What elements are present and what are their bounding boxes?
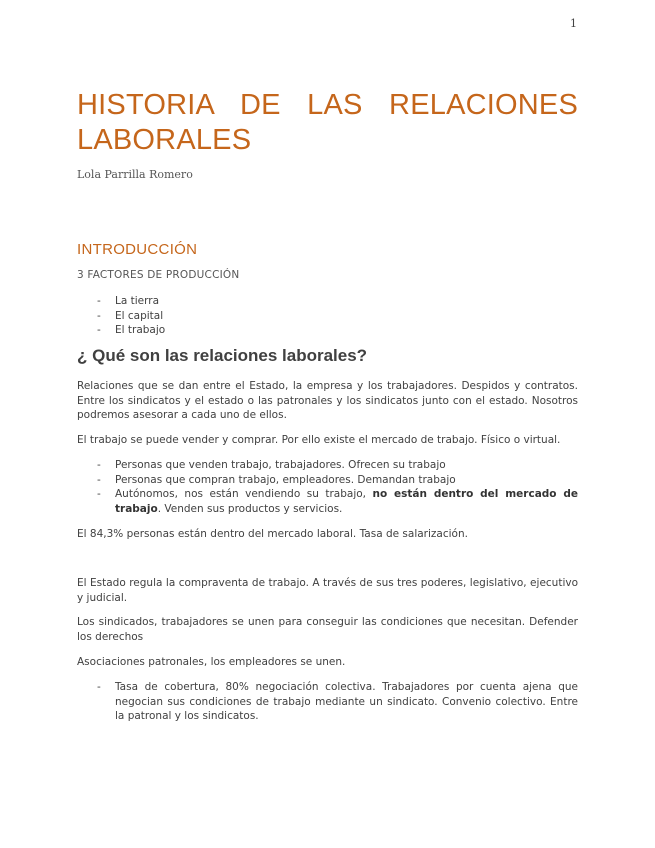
coverage-list-block [77, 680, 578, 724]
list-item-text: Tasa de cobertura, 80% negociación colectiva. Trabajadores por cuenta ajena que negocian sus condiciones de trabajo mediante un sindicato. Convenio colectivo. Entre la patronal y los sindicatos. [115, 681, 578, 723]
list-item-text: Autónomos, nos están vendiendo su trabajo, [115, 488, 373, 501]
list-item-text: La tierra [115, 295, 159, 307]
dash-bullet: - [97, 488, 101, 501]
body-block-1 [77, 379, 578, 423]
body-block-3 [77, 527, 578, 542]
dash-bullet: - [97, 309, 101, 322]
list-item [77, 473, 578, 488]
market-list [77, 458, 578, 517]
list-item [77, 458, 578, 473]
list-item-text: Personas que venden trabajo, trabajadores. Ofrecen su trabajo [115, 459, 446, 471]
body-block-5 [77, 615, 578, 644]
bold-text: no están dentro del mercado de trabajo [115, 488, 578, 516]
list-item [77, 487, 578, 516]
paragraph: Asociaciones patronales, los empleadores se unen. [77, 656, 346, 668]
list-item [77, 680, 578, 724]
list-item-text: El capital [115, 309, 164, 322]
dash-bullet: - [97, 473, 101, 486]
document-title: HISTORIA DE LAS RELACIONES LABORALES [77, 89, 578, 156]
dash-bullet: - [97, 295, 101, 307]
section-heading: INTRODUCCIÓN [77, 241, 198, 258]
paragraph: Relaciones que se dan entre el Estado, la empresa y los trabajadores. Despidos y contratos. Entre los sindicatos y el estado o las patronales y los sindicatos junto con el estado. Nosotros podremos asesorar a cada uno de ellos. [77, 380, 578, 422]
market-list-block [77, 458, 578, 517]
page-number: 1 [570, 17, 577, 30]
paragraph: El 84,3% personas están dentro del mercado laboral. Tasa de salarización. [77, 528, 468, 540]
body-block-2 [77, 433, 578, 448]
paragraph: Los sindicados, trabajadores se unen para conseguir las condiciones que necesitan. Defender los derechos [77, 616, 578, 643]
list-item [77, 309, 578, 324]
paragraph: El trabajo se puede vender y comprar. Por ello existe el mercado de trabajo. Físico o virtual. [77, 434, 561, 446]
dash-bullet: - [97, 459, 101, 471]
document-author: Lola Parrilla Romero [77, 168, 193, 181]
paragraph: El Estado regula la compraventa de trabajo. A través de sus tres poderes, legislativo, ejecutivo y judicial. [77, 577, 578, 604]
question-heading: ¿ Qué son las relaciones laborales? [77, 346, 368, 365]
body-block-4 [77, 576, 578, 605]
list-item-text: El trabajo [115, 324, 166, 337]
list-item-text: Personas que compran trabajo, empleadores. Demandan trabajo [115, 473, 456, 486]
list-item-text: . Venden sus productos y servicios. [157, 503, 343, 516]
list-item [77, 294, 578, 309]
factors-list-block [77, 294, 578, 338]
subheading: 3 FACTORES DE PRODUCCIÓN [77, 269, 240, 281]
dash-bullet: - [97, 324, 101, 337]
coverage-list [77, 680, 578, 724]
factors-list [77, 294, 578, 338]
list-item [77, 323, 578, 338]
body-block-6 [77, 655, 578, 670]
dash-bullet: - [97, 681, 101, 693]
